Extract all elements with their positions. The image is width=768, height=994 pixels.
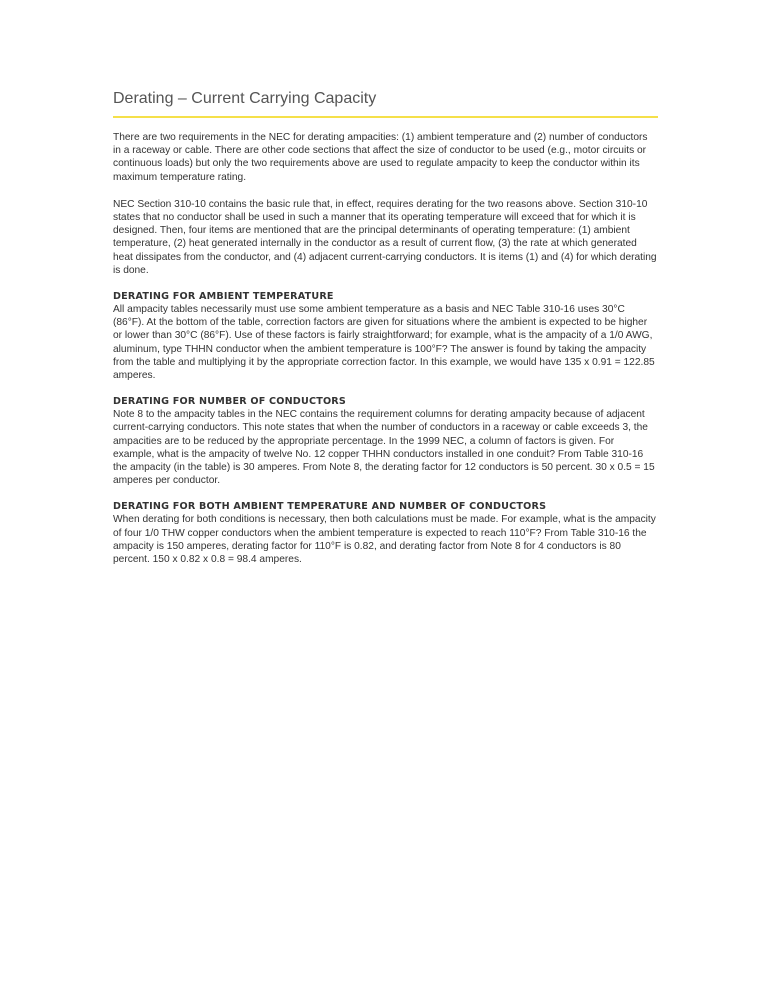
section-heading: DERATING FOR NUMBER OF CONDUCTORS bbox=[113, 396, 347, 408]
page-title: Derating – Current Carrying Capacity bbox=[113, 88, 658, 118]
section-body: All ampacity tables necessarily must use some ambient temperature as a basis and NEC Table 310-16 uses 30°C (86°F). At the bottom of the table, correction factors are given for situations where the ambient is expected to be higher or lower than 30°C (86°F). Use of these factors is fairly straightforward; for example, what is the ampacity of a 1/0 AWG, aluminum, type THHN conductor when the ambient temperature is 100°F? The answer is found by taking the ampacity from the table and multiplying it by the appropriate correction factor. In this example, we would have 135 x 0.91 = 122.85 amperes. bbox=[113, 304, 655, 382]
section-number-of-conductors bbox=[113, 395, 658, 487]
section-body: Note 8 to the ampacity tables in the NEC contains the requirement columns for derating ampacity because of adjacent current-carrying conductors. This note states that when the number of conductors in a raceway or cable exceeds 3, the ampacities are to be reduced by the appropriate percentage. In the 1999 NEC, a column of factors is given. For example, what is the ampacity of twelve No. 12 copper THHN conductors installed in one conduit? From Table 310-16 the ampacity (in the table) is 30 amperes. From Note 8, the derating factor for 12 conductors is 50 percent. 30 x 0.5 = 15 amperes per conductor. bbox=[113, 409, 655, 487]
section-body: When derating for both conditions is necessary, then both calculations must be made. For example, what is the ampacity of four 1/0 THW copper conductors when the ambient temperature is expected to reach 110°F? From Table 310-16 the ampacity is 150 amperes, derating factor for 110°F is 0.82, and derating factor from Note 8 for 4 conductors is 80 percent. 150 x 0.82 x 0.8 = 98.4 amperes. bbox=[113, 514, 656, 566]
intro-paragraph-1: There are two requirements in the NEC for derating ampacities: (1) ambient temperature and (2) number of conductors in a raceway or cable. There are other code sections that affect the size of conductor to be used (e.g., motor circuits or continuous loads) but only the two requirements above are used to regulate ampacity to keep the conductor within its maximum temperature rating. bbox=[113, 132, 648, 183]
section-ambient-temperature bbox=[113, 290, 658, 382]
section-both-conditions bbox=[113, 500, 658, 566]
document-page bbox=[113, 88, 658, 566]
intro-paragraph-2: NEC Section 310-10 contains the basic rule that, in effect, requires derating for the two reasons above. Section 310-10 states that no conductor shall be used in such a manner that its operating temperature will exceed that for which it is designed. Then, four items are mentioned that are the principal determinants of operating temperature: (1) ambient temperature, (2) heat generated internally in the conductor as a result of current flow, (3) the rate at which generated heat dissipates from the conductor, and (4) adjacent current-carrying conductors. It is items (1) and (4) for which derating is done. bbox=[113, 198, 657, 276]
section-heading: DERATING FOR BOTH AMBIENT TEMPERATURE AND NUMBER OF CONDUCTORS bbox=[113, 501, 547, 513]
section-heading: DERATING FOR AMBIENT TEMPERATURE bbox=[113, 291, 334, 303]
